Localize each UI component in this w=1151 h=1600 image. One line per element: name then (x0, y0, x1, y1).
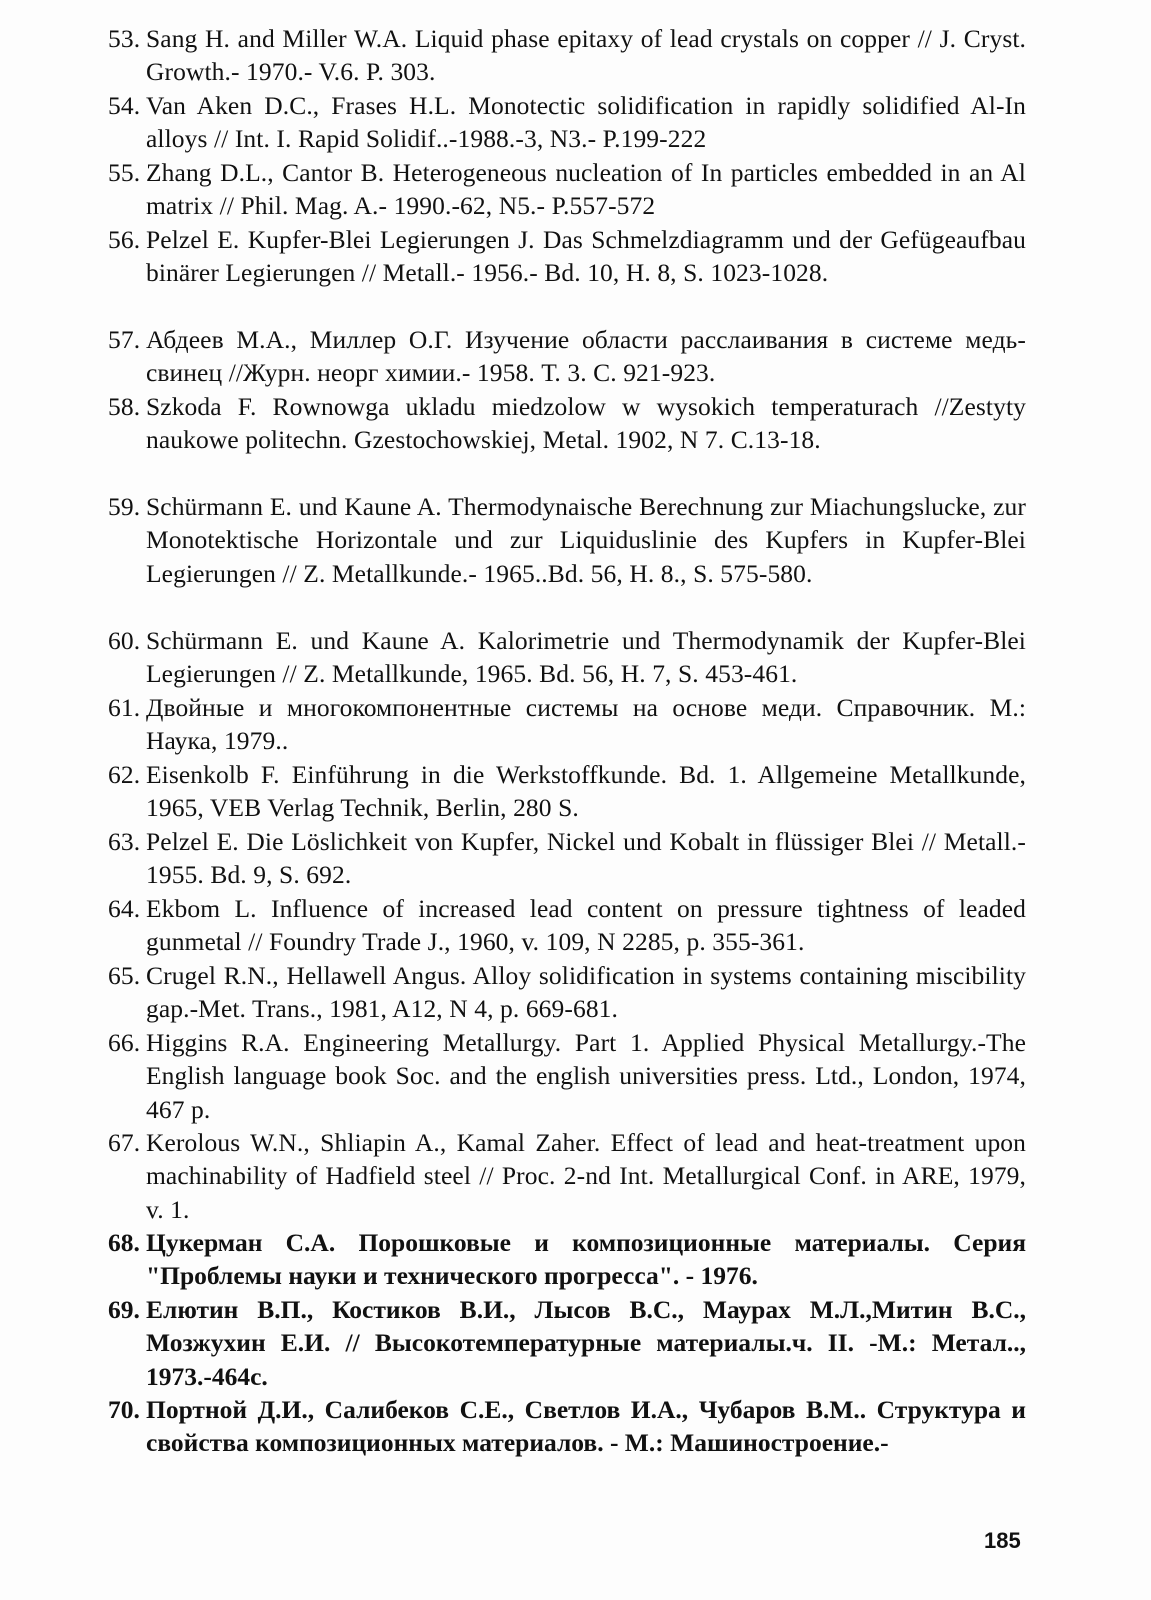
reference-text: Schürmann E. und Kaune A. Kalorimetrie und Thermodynamik der Kupfer-Blei Legierungen // Z. Metallkunde, 1965. Bd. 56, H. 7, S. 453-461. (146, 626, 1026, 689)
reference-number: 67. (108, 1128, 141, 1157)
reference-text: Zhang D.L., Cantor B. Heterogeneous nucleation of In particles embedded in an Al matrix // Phil. Mag. A.- 1990.-62, N5.- P.557-572 (146, 158, 1026, 221)
reference-item (108, 1393, 1026, 1460)
reference-number: 68. (108, 1228, 140, 1257)
reference-number: 62. (108, 760, 141, 789)
reference-item (108, 825, 1026, 892)
page-number: 185 (984, 1528, 1021, 1553)
reference-item (108, 89, 1026, 156)
reference-text: Цукерман С.А. Порошковые и композиционные материалы. Серия "Проблемы науки и технического прогресса". - 1976. (146, 1228, 1026, 1291)
reference-item (108, 323, 1026, 390)
reference-text: Szkoda F. Rownowga ukladu miedzolow w wysokich temperaturach //Zestyty naukowe politechn. Gzestochowskiej, Metal. 1902, N 7. C.13-18. (146, 392, 1026, 455)
reference-text: Schürmann E. und Kaune A. Thermodynaische Berechnung zur Miachungslucke, zur Monotektische Horizontale und zur Liquiduslinie des Kupfers in Kupfer-Blei Legierungen // Z. Metallkunde.- 1965..Bd. 56, H. 8., S. 575-580. (146, 492, 1026, 588)
reference-number: 66. (108, 1028, 141, 1057)
reference-text: Елютин В.П., Костиков В.И., Лысов В.С., Маурах М.Л.,Митин В.С., Мозжухин Е.И. // Высокотемпературные материалы.ч. II. -М.: Метал.., 1973.-464с. (146, 1295, 1026, 1391)
reference-number: 57. (108, 325, 141, 354)
reference-item (108, 758, 1026, 825)
reference-item (108, 892, 1026, 959)
reference-text: Eisenkolb F. Einführung in die Werkstoffkunde. Bd. 1. Allgemeine Metallkunde, 1965, VEB Verlag Technik, Berlin, 280 S. (146, 760, 1026, 823)
reference-number: 59. (108, 492, 141, 521)
reference-item (108, 1226, 1026, 1293)
reference-number: 53. (108, 24, 141, 53)
reference-text: Ekbom L. Influence of increased lead content on pressure tightness of leaded gunmetal // Foundry Trade J., 1960, v. 109, N 2285, p. 355-361. (146, 894, 1026, 957)
reference-text: Двойные и многокомпонентные системы на основе меди. Справочник. М.: Наука, 1979.. (146, 693, 1026, 756)
reference-number: 54. (108, 91, 141, 120)
reference-item (108, 1126, 1026, 1226)
reference-item (108, 490, 1026, 624)
reference-number: 60. (108, 626, 141, 655)
reference-number: 69. (108, 1295, 140, 1324)
reference-item (108, 691, 1026, 758)
reference-item (108, 624, 1026, 691)
reference-text: Pelzel E. Die Löslichkeit von Kupfer, Nickel und Kobalt in flüssiger Blei // Metall.- 1955. Bd. 9, S. 692. (146, 827, 1026, 890)
reference-text: Sang H. and Miller W.A. Liquid phase epitaxy of lead crystals on copper // J. Cryst. Growth.- 1970.- V.6. P. 303. (146, 24, 1026, 87)
reference-item (108, 390, 1026, 490)
reference-text: Портной Д.И., Салибеков С.Е., Светлов И.А., Чубаров В.М.. Структура и свойства композиционных материалов. - М.: Машиностроение.- (146, 1395, 1026, 1458)
reference-number: 58. (108, 392, 141, 421)
reference-text: Pelzel E. Kupfer-Blei Legierungen J. Das Schmelzdiagramm und der Gefügeaufbau binärer Legierungen // Metall.- 1956.- Bd. 10, H. 8, S. 1023-1028. (146, 225, 1026, 288)
reference-item (108, 223, 1026, 323)
reference-list (108, 22, 1026, 1460)
reference-text: Higgins R.A. Engineering Metallurgy. Part 1. Applied Physical Metallurgy.-The English language book Soc. and the english universities press. Ltd., London, 1974, 467 p. (146, 1028, 1026, 1124)
reference-number: 55. (108, 158, 141, 187)
reference-item (108, 1293, 1026, 1393)
reference-item (108, 1026, 1026, 1126)
reference-text: Crugel R.N., Hellawell Angus. Alloy solidification in systems containing miscibility gap.-Met. Trans., 1981, A12, N 4, p. 669-681. (146, 961, 1026, 1024)
reference-number: 65. (108, 961, 141, 990)
reference-text: Абдеев М.А., Миллер О.Г. Изучение области расслаивания в системе медь-свинец //Журн. неорг химии.- 1958. Т. 3. С. 921-923. (146, 325, 1026, 388)
reference-number: 63. (108, 827, 141, 856)
reference-number: 64. (108, 894, 141, 923)
reference-item (108, 959, 1026, 1026)
reference-text: Van Aken D.C., Frases H.L. Monotectic solidification in rapidly solidified Al-In alloys // Int. I. Rapid Solidif..-1988.-3, N3.- P.199-222 (146, 91, 1026, 154)
reference-number: 56. (108, 225, 141, 254)
reference-number: 70. (108, 1395, 140, 1424)
reference-text: Kerolous W.N., Shliapin A., Kamal Zaher. Effect of lead and heat-treatment upon machinability of Hadfield steel // Proc. 2-nd Int. Metallurgical Conf. in ARE, 1979, v. 1. (146, 1128, 1026, 1224)
reference-item (108, 156, 1026, 223)
reference-item (108, 22, 1026, 89)
reference-number: 61. (108, 693, 141, 722)
